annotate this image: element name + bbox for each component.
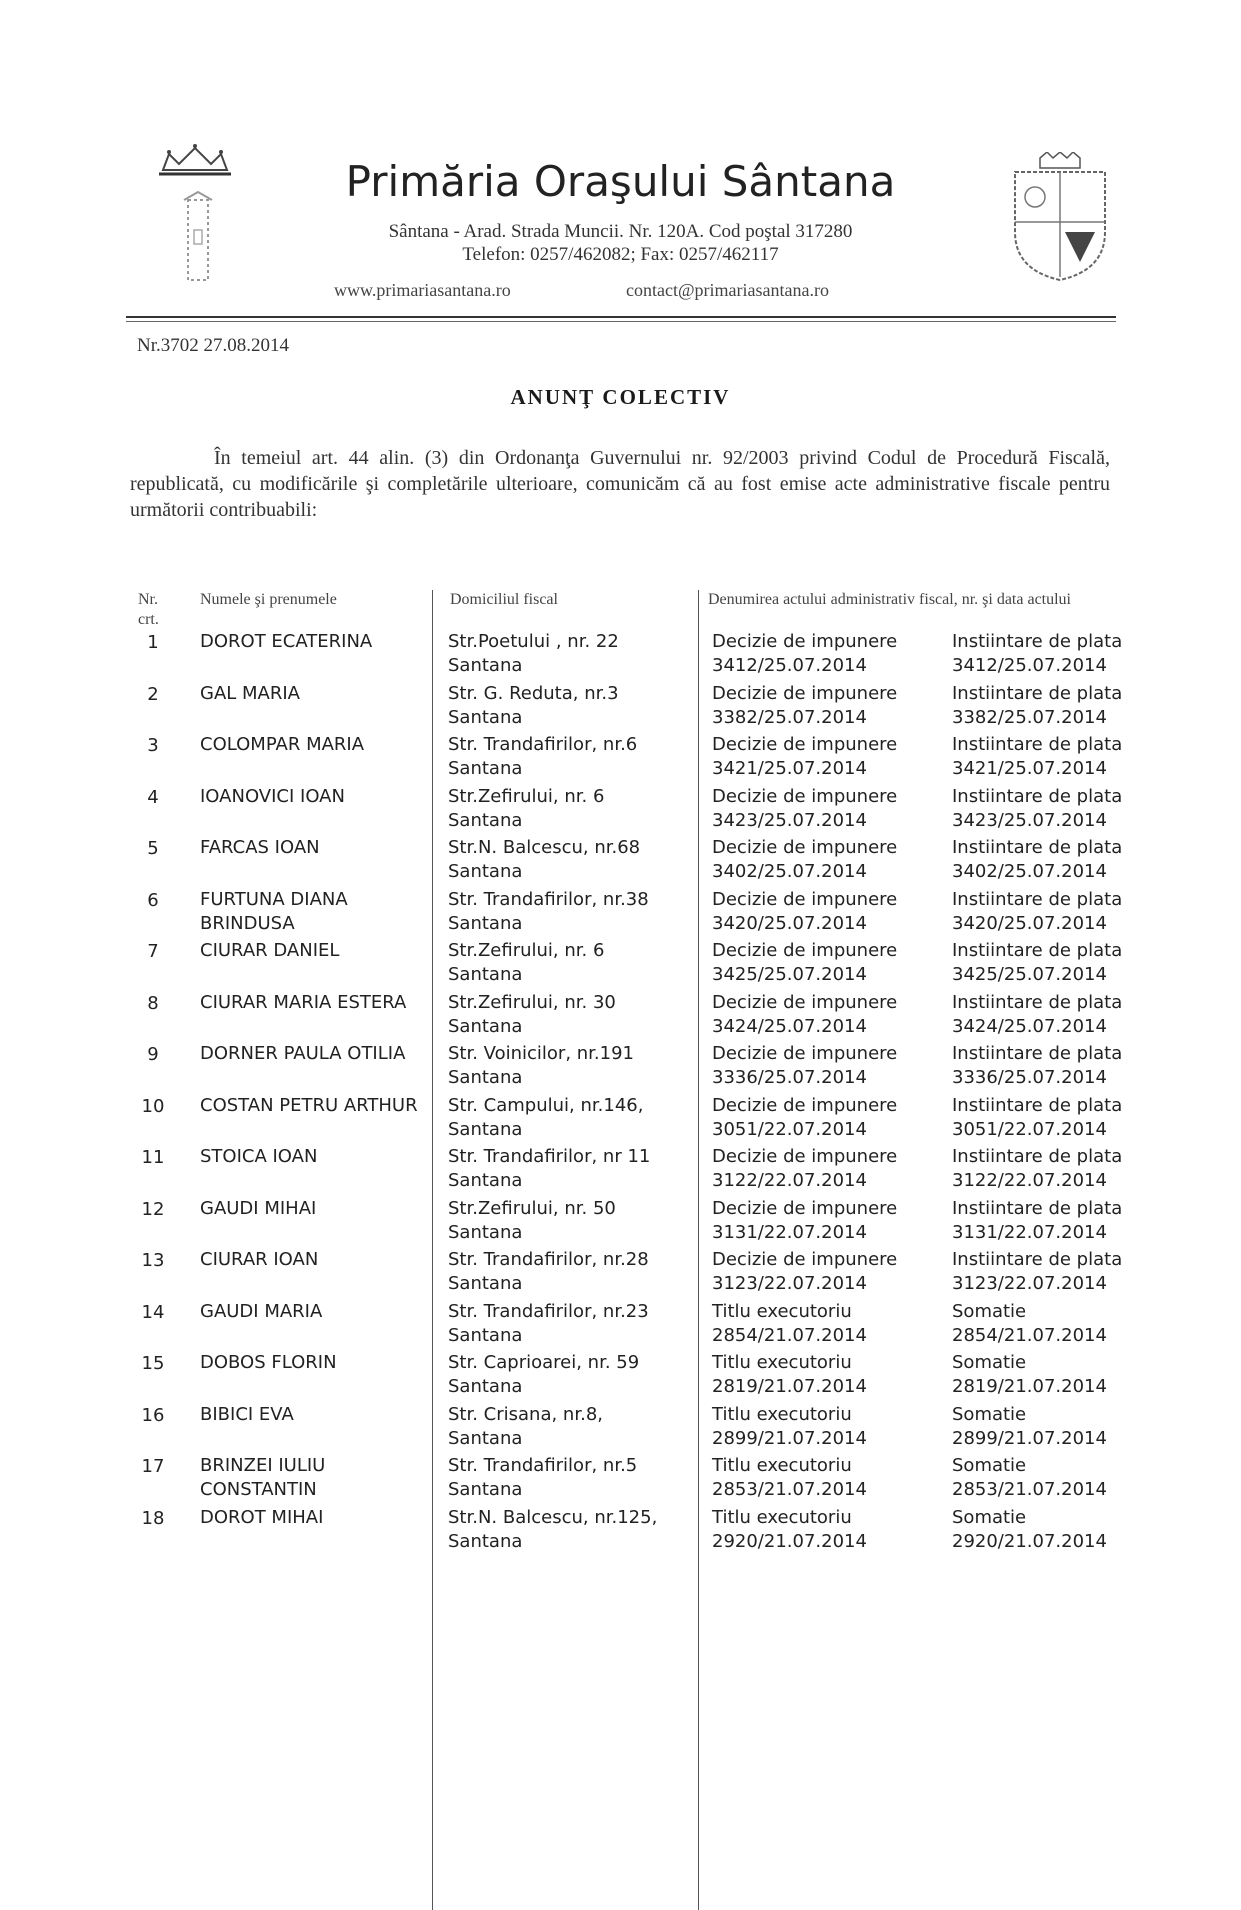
fiscal-address: Str. Campului, nr.146, [448,1094,644,1116]
fiscal-address: Str. Trandafirilor, nr.6 [448,734,638,755]
phone-line: Telefon: 0257/462082; Fax: 0257/462117 [462,244,779,265]
contributor-name: IOANOVICI IOAN [200,785,345,807]
row-number: 8 [147,992,159,1014]
row-number: 13 [141,1250,165,1271]
act-number-date: 3420/25.07.2014 [712,912,867,934]
contributor-name: STOICA IOAN [200,1146,318,1167]
act-type: Decizie de impunere [712,1094,898,1116]
act-type: Decizie de impunere [712,631,898,652]
row-number: 7 [147,941,159,962]
registration-number: Nr.3702 27.08.2014 [137,335,289,356]
table-row [0,836,1241,888]
fiscal-locality: Santana [448,809,523,831]
address-line: Sântana - Arad. Strada Muncii. Nr. 120A. Cod poştal 317280 [388,221,853,242]
document-title: ANUNŢ COLECTIV [510,385,731,409]
header-divider-thin [126,321,1116,322]
notice-number-date: 3123/22.07.2014 [952,1273,1107,1294]
notice-type: Somatie [952,1506,1027,1528]
act-number-date: 2853/21.07.2014 [712,1479,867,1500]
fiscal-address: Str. Trandafirilor, nr.23 [448,1300,649,1322]
act-number-date: 3131/22.07.2014 [712,1221,867,1243]
contributor-name: CIURAR IOAN [200,1249,319,1270]
fiscal-locality: Santana [448,1015,523,1037]
contributor-name: CIURAR DANIEL [200,940,340,961]
table-row [0,939,1241,991]
table-row [0,888,1241,940]
notice-type: Instiintare de plata [952,1249,1123,1270]
row-number: 10 [141,1095,165,1117]
act-type: Decizie de impunere [712,734,898,755]
act-number-date: 3424/25.07.2014 [712,1015,867,1037]
notice-type: Somatie [952,1300,1027,1322]
notice-type: Instiintare de plata [952,888,1123,910]
notice-number-date: 3122/22.07.2014 [952,1170,1107,1191]
act-number-date: 3423/25.07.2014 [712,809,867,831]
notice-number-date: 2819/21.07.2014 [952,1376,1107,1397]
row-number: 6 [147,889,159,911]
table-row [0,1094,1241,1146]
notice-type: Instiintare de plata [952,1043,1123,1064]
notice-type: Somatie [952,1352,1027,1373]
notice-type: Instiintare de plata [952,837,1123,858]
table-row [0,733,1241,785]
act-type: Decizie de impunere [712,991,898,1013]
notice-type: Instiintare de plata [952,1146,1123,1167]
act-number-date: 2920/21.07.2014 [712,1530,867,1552]
row-number: 11 [141,1147,165,1168]
act-number-date: 3412/25.07.2014 [712,655,867,676]
fiscal-locality: Santana [448,1170,523,1191]
table-row [0,1300,1241,1352]
row-number: 2 [147,683,159,705]
column-header-name: Numele şi prenumele [200,591,337,608]
notice-type: Instiintare de plata [952,785,1123,807]
act-number-date: 3382/25.07.2014 [712,706,867,728]
notice-type: Instiintare de plata [952,631,1123,652]
table-row [0,1042,1241,1094]
fiscal-address: Str. G. Reduta, nr.3 [448,682,619,704]
fiscal-address: Str. Trandafirilor, nr.28 [448,1249,649,1270]
notice-type: Instiintare de plata [952,1197,1123,1219]
fiscal-address: Str.Poetului , nr. 22 [448,631,619,652]
notice-number-date: 3131/22.07.2014 [952,1221,1107,1243]
fiscal-address: Str. Voinicilor, nr.191 [448,1043,635,1064]
contributor-name: COLOMPAR MARIA [200,734,365,755]
notice-type: Instiintare de plata [952,991,1123,1013]
act-number-date: 3123/22.07.2014 [712,1273,867,1294]
contributor-name: DOROT ECATERINA [200,631,373,652]
fiscal-address: Str.N. Balcescu, nr.125, [448,1506,658,1528]
notice-type: Instiintare de plata [952,734,1123,755]
contributor-name: FARCAS IOAN [200,837,320,858]
table-row [0,1248,1241,1300]
notice-number-date: 3421/25.07.2014 [952,758,1107,779]
act-type: Titlu executoriu [712,1506,852,1528]
act-number-date: 3051/22.07.2014 [712,1118,867,1140]
notice-type: Somatie [952,1403,1027,1425]
fiscal-address: Str. Trandafirilor, nr.5 [448,1455,638,1476]
fiscal-address: Str.Zefirului, nr. 30 [448,991,616,1013]
act-number-date: 2819/21.07.2014 [712,1376,867,1397]
notice-number-date: 3336/25.07.2014 [952,1067,1107,1088]
contributor-name: DOROT MIHAI [200,1506,324,1528]
table-row [0,1351,1241,1403]
notice-number-date: 2854/21.07.2014 [952,1324,1107,1346]
fiscal-locality: Santana [448,1479,523,1500]
column-header-act: Denumirea actului administrativ fiscal, nr. şi data actului [708,591,1071,608]
table-row [0,1197,1241,1249]
column-header-nr: Nr. crt. [138,591,159,628]
table-row [0,991,1241,1043]
row-number: 17 [141,1456,165,1477]
act-type: Decizie de impunere [712,1197,898,1219]
fiscal-address: Str. Trandafirilor, nr 11 [448,1146,651,1167]
fiscal-locality: Santana [448,1324,523,1346]
notice-number-date: 3425/25.07.2014 [952,964,1107,985]
table-row [0,1145,1241,1197]
notice-number-date: 3402/25.07.2014 [952,861,1107,882]
fiscal-locality: Santana [448,1221,523,1243]
notice-number-date: 2853/21.07.2014 [952,1479,1107,1500]
act-number-date: 3122/22.07.2014 [712,1170,867,1191]
contributor-name: BRINZEI IULIU CONSTANTIN [200,1455,326,1500]
fiscal-locality: Santana [448,1530,523,1552]
act-type: Decizie de impunere [712,1249,898,1270]
act-type: Decizie de impunere [712,785,898,807]
act-type: Titlu executoriu [712,1300,852,1322]
act-type: Decizie de impunere [712,682,898,704]
act-type: Decizie de impunere [712,837,898,858]
row-number: 9 [147,1044,159,1065]
notice-type: Instiintare de plata [952,682,1123,704]
row-number: 1 [147,632,159,653]
fiscal-address: Str.Zefirului, nr. 50 [448,1197,616,1219]
table-row [0,1506,1241,1558]
notice-number-date: 3423/25.07.2014 [952,809,1107,831]
contributor-name: GAUDI MARIA [200,1300,323,1322]
table-row [0,1403,1241,1455]
row-number: 5 [147,838,159,859]
header-divider [126,316,1116,318]
organization-name: Primăria Oraşului Sântana [345,157,896,206]
website-text: www.primariasantana.ro [334,280,511,300]
fiscal-locality: Santana [448,964,523,985]
fiscal-locality: Santana [448,1376,523,1397]
act-number-date: 3336/25.07.2014 [712,1067,867,1088]
notice-type: Instiintare de plata [952,940,1123,961]
act-type: Titlu executoriu [712,1455,852,1476]
contributor-name: DOBOS FLORIN [200,1352,337,1373]
contributor-name: COSTAN PETRU ARTHUR [200,1094,418,1116]
table-row [0,785,1241,837]
act-type: Decizie de impunere [712,1146,898,1167]
fiscal-locality: Santana [448,758,523,779]
row-number: 3 [147,735,159,756]
table-row [0,630,1241,682]
act-type: Titlu executoriu [712,1352,852,1373]
row-number: 16 [141,1404,165,1426]
fiscal-locality: Santana [448,706,523,728]
fiscal-locality: Santana [448,912,523,934]
notice-type: Instiintare de plata [952,1094,1123,1116]
row-number: 4 [147,786,159,808]
contributor-name: CIURAR MARIA ESTERA [200,991,407,1013]
contributor-name: FURTUNA DIANA BRINDUSA [200,888,348,934]
intro-text: În temeiul art. 44 alin. (3) din Ordonanţa Guvernului nr. 92/2003 privind Codul de Procedură Fiscală, republicată, cu modificările şi completările ulterioare, comunicăm că au fost emise acte administrative fiscale pentru următorii contribuabili: [130,447,1110,521]
fiscal-locality: Santana [448,1067,523,1088]
notice-number-date: 3424/25.07.2014 [952,1015,1107,1037]
fiscal-locality: Santana [448,1427,523,1449]
notice-number-date: 3420/25.07.2014 [952,912,1107,934]
notice-number-date: 3051/22.07.2014 [952,1118,1107,1140]
act-type: Titlu executoriu [712,1403,852,1425]
table-row [0,682,1241,734]
contributor-name: GAUDI MIHAI [200,1197,317,1219]
fiscal-address: Str. Crisana, nr.8, [448,1403,603,1425]
fiscal-address: Str.N. Balcescu, nr.68 [448,837,641,858]
row-number: 18 [141,1507,165,1529]
notice-number-date: 3382/25.07.2014 [952,706,1107,728]
contributor-name: DORNER PAULA OTILIA [200,1043,406,1064]
fiscal-locality: Santana [448,1273,523,1294]
fiscal-locality: Santana [448,861,523,882]
column-header-domiciliu: Domiciliul fiscal [450,591,558,608]
act-number-date: 3421/25.07.2014 [712,758,867,779]
fiscal-address: Str.Zefirului, nr. 6 [448,785,605,807]
contributor-name: BIBICI EVA [200,1403,294,1425]
fiscal-locality: Santana [448,1118,523,1140]
notice-number-date: 3412/25.07.2014 [952,655,1107,676]
act-type: Decizie de impunere [712,888,898,910]
intro-paragraph [130,445,1110,523]
notice-number-date: 2920/21.07.2014 [952,1530,1107,1552]
notice-type: Somatie [952,1455,1027,1476]
act-number-date: 2854/21.07.2014 [712,1324,867,1346]
fiscal-locality: Santana [448,655,523,676]
fiscal-address: Str.Zefirului, nr. 6 [448,940,605,961]
contributor-name: GAL MARIA [200,682,300,704]
fiscal-address: Str. Caprioarei, nr. 59 [448,1352,640,1373]
act-number-date: 2899/21.07.2014 [712,1427,867,1449]
notice-number-date: 2899/21.07.2014 [952,1427,1107,1449]
contact-email: contact@primariasantana.ro [626,280,829,300]
table-row [0,1454,1241,1506]
act-type: Decizie de impunere [712,940,898,961]
row-number: 12 [141,1198,165,1220]
row-number: 14 [141,1301,165,1323]
fiscal-address: Str. Trandafirilor, nr.38 [448,888,649,910]
act-number-date: 3402/25.07.2014 [712,861,867,882]
row-number: 15 [141,1353,165,1374]
act-type: Decizie de impunere [712,1043,898,1064]
act-number-date: 3425/25.07.2014 [712,964,867,985]
